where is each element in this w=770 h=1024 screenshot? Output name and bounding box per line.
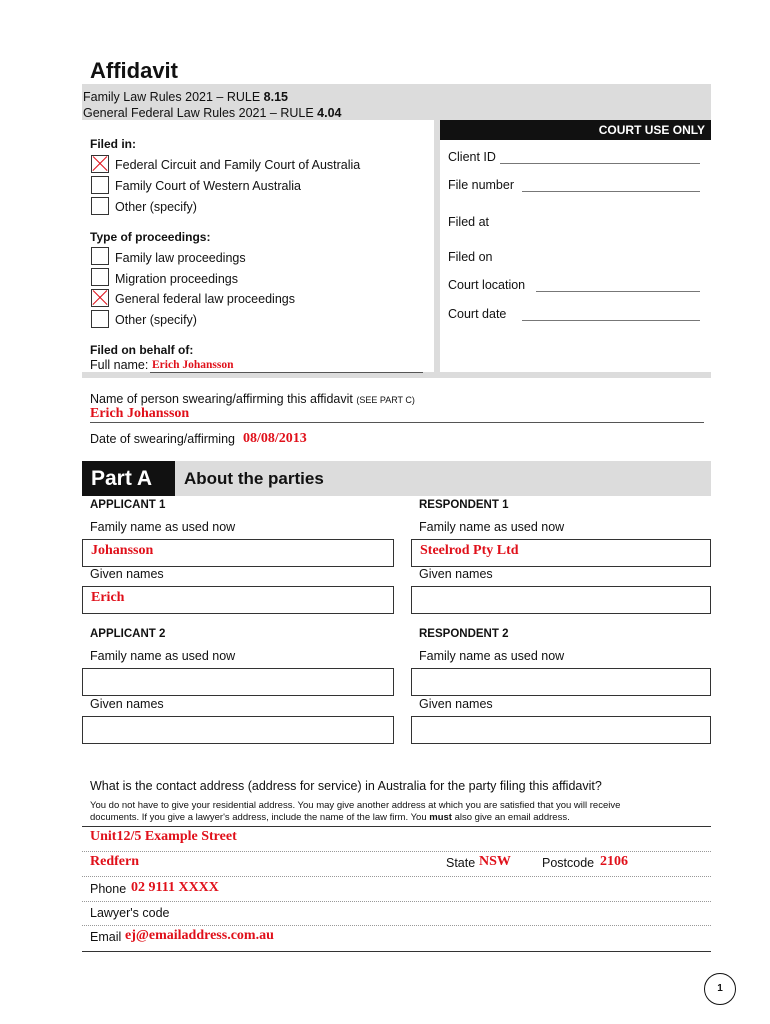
respondent2-given-label: Given names bbox=[419, 697, 493, 711]
swearing-name-line bbox=[90, 422, 704, 423]
filed-in-fcwa-label: Family Court of Western Australia bbox=[115, 179, 301, 193]
proceedings-family-checkbox[interactable] bbox=[91, 247, 109, 265]
respondent2-heading: RESPONDENT 2 bbox=[419, 628, 509, 640]
rules-line-1 bbox=[83, 90, 288, 104]
applicant1-given-label: Given names bbox=[90, 567, 164, 581]
applicant1-heading: APPLICANT 1 bbox=[90, 499, 166, 511]
rules-line-2 bbox=[83, 106, 342, 120]
phone-value[interactable]: 02 9111 XXXX bbox=[131, 880, 219, 895]
proceedings-heading: Type of proceedings: bbox=[90, 230, 211, 244]
rules-line-2-number: 4.04 bbox=[317, 106, 342, 120]
email-label: Email bbox=[90, 930, 122, 944]
court-location-label: Court location bbox=[448, 278, 526, 292]
filed-in-other-checkbox[interactable] bbox=[91, 197, 109, 215]
swearing-name-value[interactable]: Erich Johansson bbox=[90, 406, 190, 421]
full-name-line bbox=[150, 372, 423, 373]
address-note-must: must bbox=[429, 812, 452, 823]
proceedings-family-label: Family law proceedings bbox=[115, 251, 246, 265]
full-name-value[interactable]: Erich Johansson bbox=[152, 359, 234, 371]
page-number: 1 bbox=[704, 973, 736, 1005]
file-number-label: File number bbox=[448, 178, 514, 192]
filed-in-other-label: Other (specify) bbox=[115, 200, 197, 214]
applicant2-family-input[interactable] bbox=[82, 668, 394, 696]
proceedings-migration-label: Migration proceedings bbox=[115, 272, 238, 286]
applicant2-given-label: Given names bbox=[90, 697, 164, 711]
suburb-line bbox=[82, 876, 711, 877]
swearing-date-label: Date of swearing/affirming bbox=[90, 432, 235, 446]
respondent1-given-label: Given names bbox=[419, 567, 493, 581]
state-label: State bbox=[446, 856, 476, 870]
client-id-line bbox=[500, 163, 700, 164]
page-title: Affidavit bbox=[90, 58, 178, 83]
swearing-date-value[interactable]: 08/08/2013 bbox=[243, 431, 307, 446]
filed-in-fcfca-checkbox[interactable] bbox=[91, 155, 109, 173]
proceedings-migration-checkbox[interactable] bbox=[91, 268, 109, 286]
proceedings-general-label: General federal law proceedings bbox=[115, 292, 295, 306]
filed-on-label: Filed on bbox=[448, 250, 493, 264]
address-note-1: You do not have to give your residential address. You may give another address at which you are satisfied that you will receive bbox=[90, 800, 621, 811]
rules-line-1-number: 8.15 bbox=[263, 90, 288, 104]
part-a-tag: Part A bbox=[82, 461, 175, 496]
respondent1-family-value: Steelrod Pty Ltd bbox=[420, 543, 519, 558]
filed-at-label: Filed at bbox=[448, 215, 489, 229]
street-value[interactable]: Unit12/5 Example Street bbox=[90, 829, 237, 844]
client-id-label: Client ID bbox=[448, 150, 496, 164]
lawyers-code-line bbox=[82, 925, 711, 926]
swearing-name-label bbox=[90, 392, 415, 406]
swearing-name-text: Name of person swearing/affirming this affidavit bbox=[90, 392, 353, 406]
address-top-rule bbox=[82, 826, 711, 827]
court-date-line bbox=[522, 320, 700, 321]
phone-label: Phone bbox=[90, 882, 127, 896]
see-part-c: (SEE PART C) bbox=[356, 395, 415, 405]
applicant1-given-value: Erich bbox=[91, 590, 125, 605]
address-note-2c: also give an email address. bbox=[451, 812, 570, 823]
applicant1-family-input[interactable] bbox=[82, 539, 394, 567]
court-location-line bbox=[536, 291, 700, 292]
filed-in-fcwa-checkbox[interactable] bbox=[91, 176, 109, 194]
address-bottom-rule bbox=[82, 951, 711, 952]
postcode-label: Postcode bbox=[542, 856, 595, 870]
respondent2-family-input[interactable] bbox=[411, 668, 711, 696]
suburb-value[interactable]: Redfern bbox=[90, 854, 139, 869]
part-a-band bbox=[82, 461, 711, 496]
respondent1-family-label: Family name as used now bbox=[419, 520, 565, 534]
respondent1-heading: RESPONDENT 1 bbox=[419, 499, 509, 511]
court-use-header: COURT USE ONLY bbox=[440, 120, 711, 140]
lawyers-code-label: Lawyer's code bbox=[90, 906, 170, 920]
file-number-line bbox=[522, 191, 700, 192]
street-line bbox=[82, 851, 711, 852]
proceedings-other-label: Other (specify) bbox=[115, 313, 197, 327]
address-question: What is the contact address (address for service) in Australia for the party filing this affidavit? bbox=[90, 779, 602, 793]
state-value[interactable]: NSW bbox=[479, 854, 511, 869]
full-name-label: Full name: bbox=[90, 358, 149, 372]
proceedings-other-checkbox[interactable] bbox=[91, 310, 109, 328]
rules-line-2-text: General Federal Law Rules 2021 – RULE bbox=[83, 106, 318, 120]
rules-line-1-text: Family Law Rules 2021 – RULE bbox=[83, 90, 264, 104]
applicant2-family-label: Family name as used now bbox=[90, 649, 236, 663]
applicant2-given-input[interactable] bbox=[82, 716, 394, 744]
applicant2-heading: APPLICANT 2 bbox=[90, 628, 166, 640]
court-date-label: Court date bbox=[448, 307, 507, 321]
behalf-heading: Filed on behalf of: bbox=[90, 343, 194, 357]
applicant1-family-value: Johansson bbox=[91, 543, 154, 558]
respondent1-given-input[interactable] bbox=[411, 586, 711, 614]
respondent1-family-input[interactable] bbox=[411, 539, 711, 567]
address-note-2 bbox=[90, 812, 570, 823]
respondent2-given-input[interactable] bbox=[411, 716, 711, 744]
address-note-2a: documents. If you give a lawyer's address, include the name of the law firm. You bbox=[90, 812, 430, 823]
filed-in-fcfca-label: Federal Circuit and Family Court of Australia bbox=[115, 158, 361, 172]
email-value[interactable]: ej@emailaddress.com.au bbox=[125, 928, 274, 943]
respondent2-family-label: Family name as used now bbox=[419, 649, 565, 663]
filed-in-heading: Filed in: bbox=[90, 137, 136, 151]
proceedings-general-checkbox[interactable] bbox=[91, 289, 109, 307]
postcode-value[interactable]: 2106 bbox=[600, 854, 628, 869]
part-a-title: About the parties bbox=[184, 469, 324, 488]
applicant1-family-label: Family name as used now bbox=[90, 520, 236, 534]
applicant1-given-input[interactable] bbox=[82, 586, 394, 614]
phone-line bbox=[82, 901, 711, 902]
